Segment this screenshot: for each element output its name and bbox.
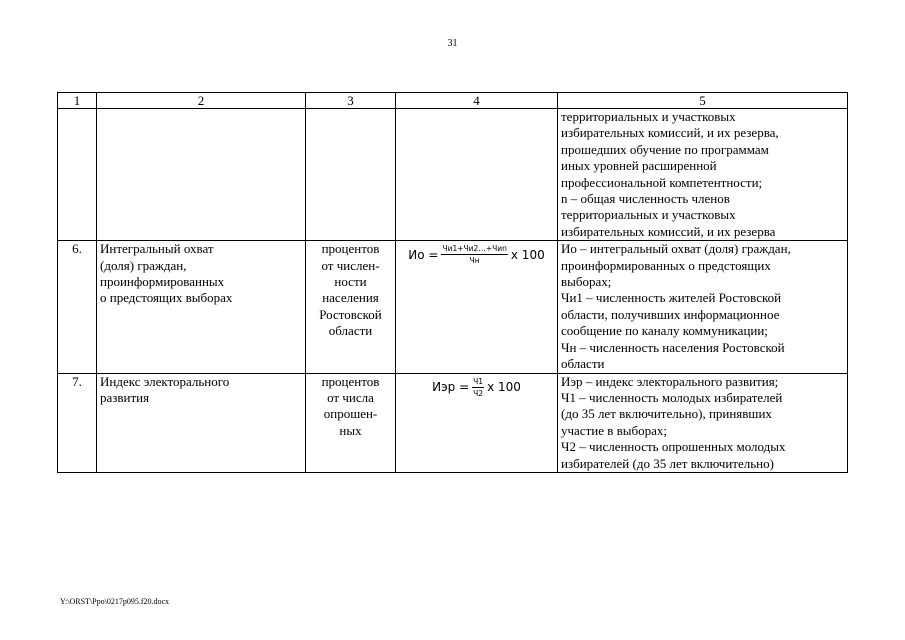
table-row-continuation	[58, 109, 848, 241]
cell-formula	[396, 241, 558, 373]
name-line: о предстоящих выборах	[100, 290, 233, 306]
formula-numerator: Чи1+Чи2…+Чиn	[442, 244, 507, 254]
description-line: Чн – численность населения Ростовской	[561, 339, 785, 355]
description-line: Иэр – индекс электорального развития;	[561, 373, 779, 389]
description-line: n – общая численность членов	[561, 191, 730, 207]
description-line: иных уровней расширенной	[561, 158, 717, 174]
header-cell-3: 3	[306, 93, 396, 109]
unit-line: от числен-	[321, 257, 380, 273]
name-line: Индекс электорального	[100, 373, 230, 389]
description-line: Ч2 – численность опрошенных молодых	[561, 439, 786, 455]
formula-denominator: Ч2	[473, 388, 484, 398]
cell-description	[558, 241, 848, 373]
description-line: территориальных и участковых	[561, 109, 736, 124]
page-number: 31	[447, 38, 458, 49]
name-line: Интегральный охват	[100, 241, 214, 257]
formula-denominator: Чн	[469, 256, 480, 266]
description-line: выборах;	[561, 274, 612, 290]
description-line: профессиональной компетентности;	[561, 174, 763, 190]
cell-description	[558, 109, 848, 241]
header-cell-5: 5	[558, 93, 848, 109]
cell-unit	[306, 109, 396, 241]
description-line: избирательных комиссий, и их резерва,	[561, 125, 779, 141]
description-line: сообщение по каналу коммуникации;	[561, 323, 768, 339]
formula-fraction	[441, 244, 507, 266]
name-line: развития	[100, 389, 150, 405]
unit-line: ности	[334, 274, 367, 290]
cell-formula	[396, 373, 558, 472]
cell-description	[558, 373, 848, 472]
formula-numerator: Ч1	[473, 376, 484, 386]
description-line: Чи1 – численность жителей Ростовской	[561, 290, 782, 306]
name-line: (доля) граждан,	[100, 257, 187, 273]
formula-lhs: Иэр	[432, 380, 456, 395]
description-line: избирателей (до 35 лет включительно)	[561, 455, 774, 471]
unit-line: от числа	[327, 389, 374, 405]
description-line: (до 35 лет включительно), принявших	[561, 406, 772, 422]
description-line: участие в выборах;	[561, 422, 667, 438]
unit-line: населения	[322, 290, 379, 306]
equals-sign: =	[455, 380, 470, 395]
header-cell-2: 2	[97, 93, 306, 109]
unit-line: процентов	[321, 241, 380, 257]
table-row-7	[58, 373, 848, 472]
name-line: проинформированных	[100, 274, 225, 290]
cell-name	[97, 109, 306, 241]
formula-multiplier: x 100	[510, 248, 545, 263]
header-cell-1: 1	[58, 93, 97, 109]
description-line: проинформированных о предстоящих	[561, 257, 771, 273]
description-line: избирательных комиссий, и их резерва	[561, 223, 776, 239]
document-file-path: Y:\ORST\Ppo\0217p095.f20.docx	[60, 597, 170, 606]
description-line: области	[561, 356, 605, 372]
header-cell-4: 4	[396, 93, 558, 109]
unit-line: опрошен-	[323, 406, 378, 422]
description-line: Ч1 – численность молодых избирателей	[561, 389, 783, 405]
unit-line: области	[328, 323, 373, 339]
unit-line: Ростовской	[319, 306, 382, 322]
indicators-table	[57, 92, 848, 473]
cell-number: 7.	[58, 373, 97, 472]
description-line: территориальных и участковых	[561, 207, 736, 223]
unit-line: ных	[339, 422, 362, 438]
formula-lhs: Ио	[408, 248, 425, 263]
description-line: области, получивших информационное	[561, 306, 780, 322]
equals-sign: =	[424, 248, 439, 263]
table-row-6	[58, 241, 848, 373]
description-line: Ио – интегральный охват (доля) граждан,	[561, 241, 791, 257]
cell-formula	[396, 109, 558, 241]
cell-unit	[306, 241, 396, 373]
formula-fraction	[472, 377, 484, 399]
cell-name	[97, 241, 306, 373]
cell-number	[58, 109, 97, 241]
formula-multiplier: x 100	[487, 380, 521, 395]
cell-name	[97, 373, 306, 472]
formula	[432, 377, 521, 399]
unit-line: процентов	[321, 373, 380, 389]
cell-unit	[306, 373, 396, 472]
description-line: прошедших обучение по программам	[561, 141, 769, 157]
cell-number: 6.	[58, 241, 97, 373]
table-header-row	[58, 93, 848, 109]
formula	[408, 244, 544, 266]
